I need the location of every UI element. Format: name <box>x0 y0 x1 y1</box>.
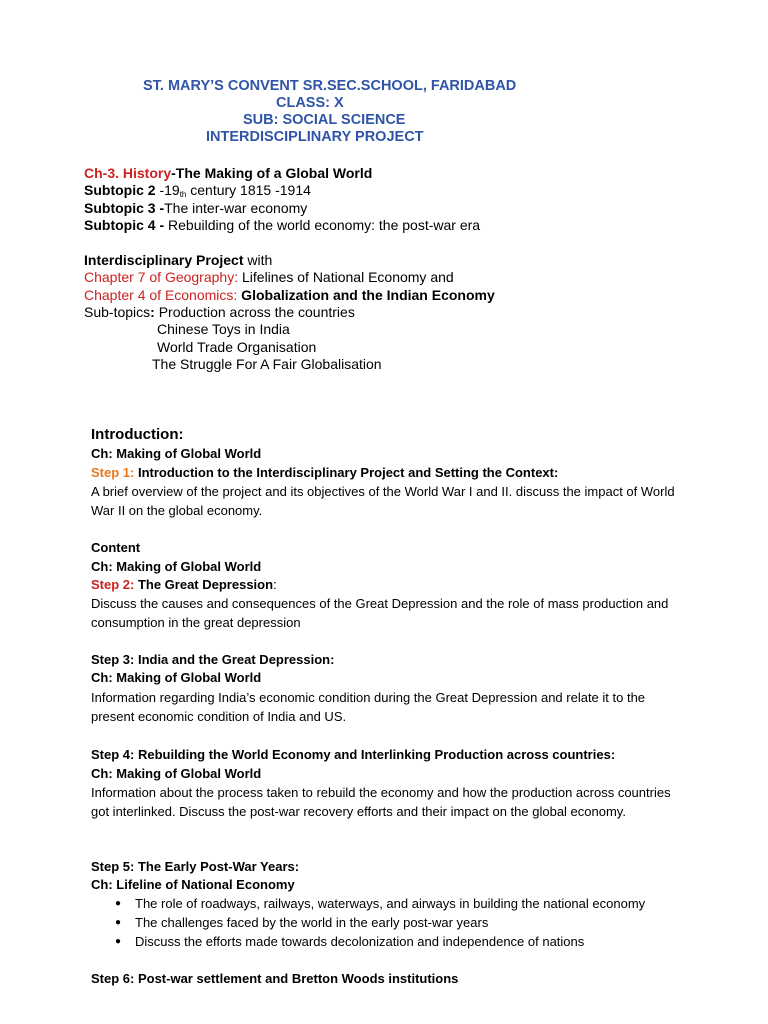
geography-chapter: Chapter 7 of Geography: <box>84 269 239 285</box>
chapter-line <box>84 166 372 180</box>
step-5-bullet: Discuss the efforts made towards decolonization and independence of nations <box>135 934 585 949</box>
subtopic-fair-globalisation: The Struggle For A Fair Globalisation <box>152 356 382 372</box>
geography-title: Lifelines of National Economy and <box>238 269 454 285</box>
interdisciplinary-label: Interdisciplinary Project <box>84 252 244 268</box>
step-1-label: Step 1: <box>91 465 135 480</box>
subtopic-3-label: Subtopic 3 - <box>84 200 165 216</box>
bullet-icon: ● <box>115 936 122 947</box>
chapter-title: -The Making of a Global World <box>171 165 373 181</box>
subtopics-line <box>84 305 355 319</box>
step-5-bullet: The challenges faced by the world in the early post-war years <box>135 915 489 930</box>
economics-line <box>84 288 495 302</box>
step-2-body: Discuss the causes and consequences of the Great Depression and the role of mass production and consumption in the great depression <box>91 596 669 630</box>
subtopic-2 <box>84 183 311 199</box>
step-5-chapter: Ch: Lifeline of National Economy <box>91 877 295 892</box>
intro-chapter: Ch: Making of Global World <box>91 446 262 461</box>
subject-label: SUB: SOCIAL SCIENCE <box>243 112 406 128</box>
project-title: INTERDISCIPLINARY PROJECT <box>206 129 424 145</box>
subtopic-4-label: Subtopic 4 - <box>84 217 165 233</box>
step-4-body: Information about the process taken to rebuild the economy and how the production across countries got interlinked. Discuss the post-war recovery efforts and their impact on the global economy. <box>91 785 671 819</box>
step-1-text: Introduction to the Interdisciplinary Project and Setting the Context: <box>134 465 559 480</box>
step-1-title <box>91 466 558 479</box>
step-5-bullet: The role of roadways, railways, waterways, and airways in building the national economy <box>135 896 646 911</box>
subtopic-wto: World Trade Organisation <box>157 339 317 355</box>
subtopics-label: Sub-topics <box>84 304 151 320</box>
chapter-prefix: Ch-3. History <box>84 165 172 181</box>
bullet-icon: ● <box>115 917 122 928</box>
bullet-icon: ● <box>115 898 122 909</box>
interdisciplinary-line <box>84 253 272 267</box>
step-3-body: Information regarding India’s economic condition during the Great Depression and relate it to the present economic condition of India and US. <box>91 690 646 724</box>
interdisciplinary-with: with <box>243 252 273 268</box>
economics-chapter: Chapter 4 of Economics: <box>84 287 238 303</box>
step-2-colon: : <box>273 577 277 592</box>
subtopic-3-text: The inter-war economy <box>164 200 308 216</box>
geography-line <box>84 270 454 284</box>
subtopic-2-pre: -19 <box>155 182 180 198</box>
school-name: ST. MARY’S CONVENT SR.SEC.SCHOOL, FARIDABAD <box>143 78 517 94</box>
step-3-title: Step 3: India and the Great Depression: <box>91 652 335 667</box>
class-label: CLASS: X <box>276 95 344 111</box>
step-3-chapter: Ch: Making of Global World <box>91 670 262 685</box>
step-6-title: Step 6: Post-war settlement and Bretton Woods institutions <box>91 971 459 986</box>
subtopics-colon: : <box>150 304 155 320</box>
step-2-label: Step 2: <box>91 577 135 592</box>
subtopic-production: Production across the countries <box>154 304 355 320</box>
step-1-body: A brief overview of the project and its objectives of the World War I and II. discuss the impact of World War II on the global economy. <box>91 484 675 518</box>
subtopic-2-sup: th <box>179 190 187 199</box>
content-chapter: Ch: Making of Global World <box>91 559 262 574</box>
content-heading: Content <box>91 540 141 555</box>
subtopic-chinese-toys: Chinese Toys in India <box>157 321 290 337</box>
step-5-title: Step 5: The Early Post-War Years: <box>91 859 300 874</box>
subtopic-4-text: Rebuilding of the world economy: the post-war era <box>164 217 481 233</box>
step-2-title <box>91 578 277 591</box>
subtopic-2-post: century 1815 -1914 <box>186 182 311 198</box>
step-4-title: Step 4: Rebuilding the World Economy and Interlinking Production across countries: <box>91 747 616 762</box>
subtopic-3 <box>84 201 307 215</box>
subtopic-2-label: Subtopic 2 <box>84 182 156 198</box>
economics-title: Globalization and the Indian Economy <box>237 287 495 303</box>
step-2-text: The Great Depression <box>134 577 274 592</box>
step-4-chapter: Ch: Making of Global World <box>91 766 262 781</box>
subtopic-4 <box>84 218 480 232</box>
introduction-heading: Introduction: <box>91 426 184 443</box>
